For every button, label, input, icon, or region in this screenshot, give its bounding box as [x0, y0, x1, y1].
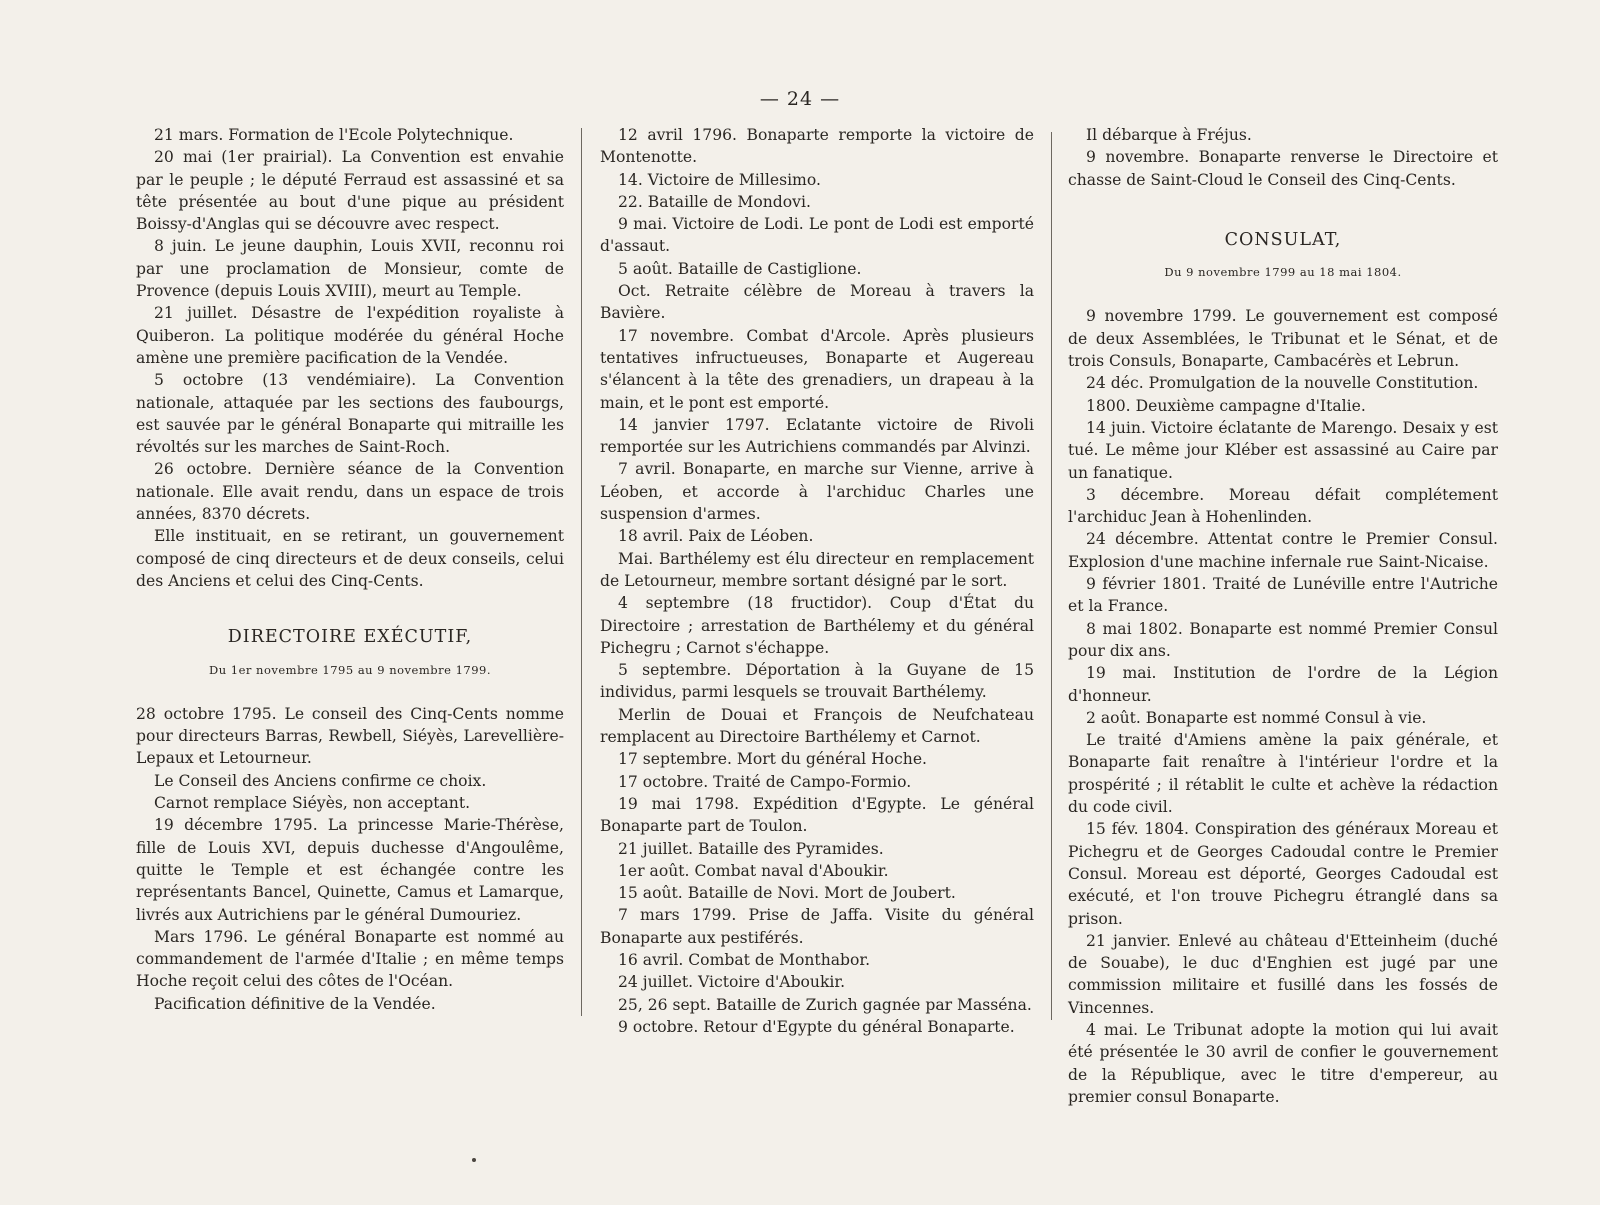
- paragraph: 5 octobre (13 vendémiaire). La Convention nationale, attaquée par les sections des faubourgs, est sauvée par le général Bonaparte qui mitraille les révoltés sur les marches de Saint-Roch.: [136, 371, 564, 457]
- column-3: [1068, 124, 1498, 1108]
- paragraph: Mars 1796. Le général Bonaparte est nommé au commandement de l'armée d'Italie ; en même temps Hoche reçoit celui des côtes de l'Océan.: [136, 927, 564, 991]
- paragraph: 20 mai (1er prairial). La Convention est envahie par le peuple ; le député Ferraud est assassiné et sa tête présentée au bout d'une pique au président Boissy-d'Anglas qui se découvre avec respect.: [136, 148, 564, 234]
- paragraph: 7 avril. Bonaparte, en marche sur Vienne, arrive à Léoben, et accorde à l'archiduc Charles une suspension d'armes.: [600, 460, 1034, 524]
- column-2: [600, 124, 1034, 1038]
- paragraph: Le traité d'Amiens amène la paix générale, et Bonaparte fait renaître à l'intérieur l'ordre et la prospérité ; il rétablit le culte et achève la rédaction du code civil.: [1068, 731, 1498, 817]
- paragraph: Carnot remplace Siéyès, non acceptant.: [154, 794, 471, 813]
- paragraph: 17 septembre. Mort du général Hoche.: [618, 750, 928, 769]
- paragraph: 3 décembre. Moreau défait complétement l'archiduc Jean à Hohenlinden.: [1068, 485, 1498, 527]
- paragraph: 15 août. Bataille de Novi. Mort de Joubert.: [618, 884, 956, 903]
- paragraph: 18 avril. Paix de Léoben.: [618, 527, 814, 546]
- paragraph: 2 août. Bonaparte est nommé Consul à vie.: [1086, 708, 1427, 727]
- paragraph: 8 mai 1802. Bonaparte est nommé Premier Consul pour dix ans.: [1068, 619, 1498, 660]
- paragraph: 14 janvier 1797. Eclatante victoire de Rivoli remportée sur les Autrichiens commandés par Alvinzi.: [600, 415, 1034, 457]
- paragraph: Oct. Retraite célèbre de Moreau à travers la Bavière.: [600, 282, 1034, 323]
- paragraph: Pacification définitive de la Vendée.: [154, 994, 436, 1013]
- paragraph: 14 juin. Victoire éclatante de Marengo. Desaix y est tué. Le même jour Kléber est assassiné au Caire par un fanatique.: [1068, 418, 1498, 482]
- paragraph: 1800. Deuxième campagne d'Italie.: [1086, 396, 1366, 415]
- paragraph: 5 août. Bataille de Castiglione.: [618, 259, 862, 278]
- paragraph: 5 septembre. Déportation à la Guyane de 15 individus, parmi lesquels se trouvait Barthélemy.: [600, 661, 1034, 702]
- paragraph: 7 mars 1799. Prise de Jaffa. Visite du général Bonaparte aux pestiférés.: [600, 906, 1034, 947]
- paragraph: 21 juillet. Bataille des Pyramides.: [618, 839, 884, 858]
- page-number: — 24 —: [759, 88, 841, 110]
- section-heading-directoire: DIRECTOIRE EXÉCUTIF,: [227, 627, 473, 648]
- paragraph: Le Conseil des Anciens confirme ce choix.: [154, 771, 487, 790]
- paragraph: 15 fév. 1804. Conspiration des généraux Moreau et Pichegru et de Georges Cadoudal contre le Premier Consul. Moreau est déporté, Georges Cadoudal est exécuté, et l'on trouve Pichegru étranglé dans sa prison.: [1068, 820, 1498, 928]
- paragraph: 8 juin. Le jeune dauphin, Louis XVII, reconnu roi par une proclamation de Monsieur, comte de Provence (depuis Louis XVIII), meurt au Temple.: [136, 237, 564, 301]
- paragraph: 16 avril. Combat de Monthabor.: [618, 950, 871, 969]
- paragraph: 9 novembre 1799. Le gouvernement est composé de deux Assemblées, le Tribunat et le Sénat, et de trois Consuls, Bonaparte, Cambacérès et Lebrun.: [1068, 307, 1498, 371]
- paragraph: 24 décembre. Attentat contre le Premier Consul. Explosion d'une machine infernale rue Saint-Nicaise.: [1068, 530, 1498, 571]
- paragraph: 9 octobre. Retour d'Egypte du général Bonaparte.: [618, 1017, 1015, 1036]
- column-divider: [581, 128, 582, 1016]
- paragraph: 9 mai. Victoire de Lodi. Le pont de Lodi est emporté d'assaut.: [600, 215, 1034, 256]
- paragraph: 4 mai. Le Tribunat adopte la motion qui lui avait été présentée le 30 avril de confier le gouvernement de la République, avec le titre d'empereur, au premier consul Bonaparte.: [1068, 1020, 1498, 1106]
- paragraph: 24 juillet. Victoire d'Aboukir.: [618, 973, 846, 992]
- paragraph: Il débarque à Fréjus.: [1086, 126, 1252, 144]
- paragraph: 4 septembre (18 fructidor). Coup d'État du Directoire ; arrestation de Barthélemy et du général Pichegru ; Carnot s'échappe.: [600, 594, 1034, 657]
- paragraph: Elle instituait, en se retirant, un gouvernement composé de cinq directeurs et de deux conseils, celui des Anciens et celui des Cinq-Cents.: [136, 527, 564, 590]
- paragraph: 28 octobre 1795. Le conseil des Cinq-Cents nomme pour directeurs Barras, Rewbell, Siéyès, Larevellière-Lepaux et Letourneur.: [136, 704, 564, 768]
- paragraph: 19 mai 1798. Expédition d'Egypte. Le général Bonaparte part de Toulon.: [600, 794, 1034, 836]
- paragraph: 17 octobre. Traité de Campo-Formio.: [618, 772, 912, 791]
- paragraph: 9 février 1801. Traité de Lunéville entre l'Autriche et la France.: [1068, 575, 1498, 616]
- paragraph: 21 juillet. Désastre de l'expédition royaliste à Quiberon. La politique modérée du général Hoche amène une première pacification de la Vendée.: [136, 304, 564, 367]
- column-divider: [1051, 132, 1052, 1020]
- paragraph: 24 déc. Promulgation de la nouvelle Constitution.: [1086, 374, 1479, 393]
- paragraph: 9 novembre. Bonaparte renverse le Directoire et chasse de Saint-Cloud le Conseil des Cinq-Cents.: [1068, 148, 1498, 189]
- print-speck: [472, 1158, 476, 1162]
- section-subtitle: Du 9 novembre 1799 au 18 mai 1804.: [1164, 265, 1402, 280]
- paragraph: 26 octobre. Dernière séance de la Convention nationale. Elle avait rendu, dans un espace de trois années, 8370 décrets.: [136, 460, 564, 524]
- paragraph: 21 janvier. Enlevé au château d'Etteinheim (duché de Souabe), le duc d'Enghien est jugé par une commission militaire et fusillé dans les fossés de Vincennes.: [1068, 931, 1498, 1017]
- section-subtitle: Du 1er novembre 1795 au 9 novembre 1799.: [208, 662, 491, 677]
- paragraph: 19 décembre 1795. La princesse Marie-Thérèse, fille de Louis XVI, depuis duchesse d'Angoulême, quitte le Temple et est échangée contre les représentants Bancel, Quinette, Camus et Lamarque, livrés aux Autrichiens par le général Dumouriez.: [136, 816, 564, 924]
- paragraph: Merlin de Douai et François de Neufchateau remplacent au Directoire Barthélemy et Carnot.: [600, 705, 1034, 747]
- paragraph: 17 novembre. Combat d'Arcole. Après plusieurs tentatives infructueuses, Bonaparte et Augereau s'élancent à la tête des grenadiers, un drapeau à la main, et le pont est emporté.: [600, 326, 1034, 412]
- column-1: [136, 124, 564, 1015]
- paragraph: 21 mars. Formation de l'Ecole Polytechnique.: [154, 126, 514, 144]
- paragraph: 22. Bataille de Mondovi.: [618, 192, 811, 211]
- paragraph: 1er août. Combat naval d'Aboukir.: [618, 861, 889, 880]
- section-heading-consulat: CONSULAT,: [1224, 229, 1342, 250]
- paragraph: 14. Victoire de Millesimo.: [618, 170, 821, 189]
- paragraph: 25, 26 sept. Bataille de Zurich gagnée par Masséna.: [618, 995, 1032, 1014]
- paragraph: 12 avril 1796. Bonaparte remporte la victoire de Montenotte.: [600, 126, 1034, 167]
- paragraph: Mai. Barthélemy est élu directeur en remplacement de Letourneur, membre sortant désigné par le sort.: [600, 549, 1034, 590]
- paragraph: 19 mai. Institution de l'ordre de la Légion d'honneur.: [1068, 664, 1498, 705]
